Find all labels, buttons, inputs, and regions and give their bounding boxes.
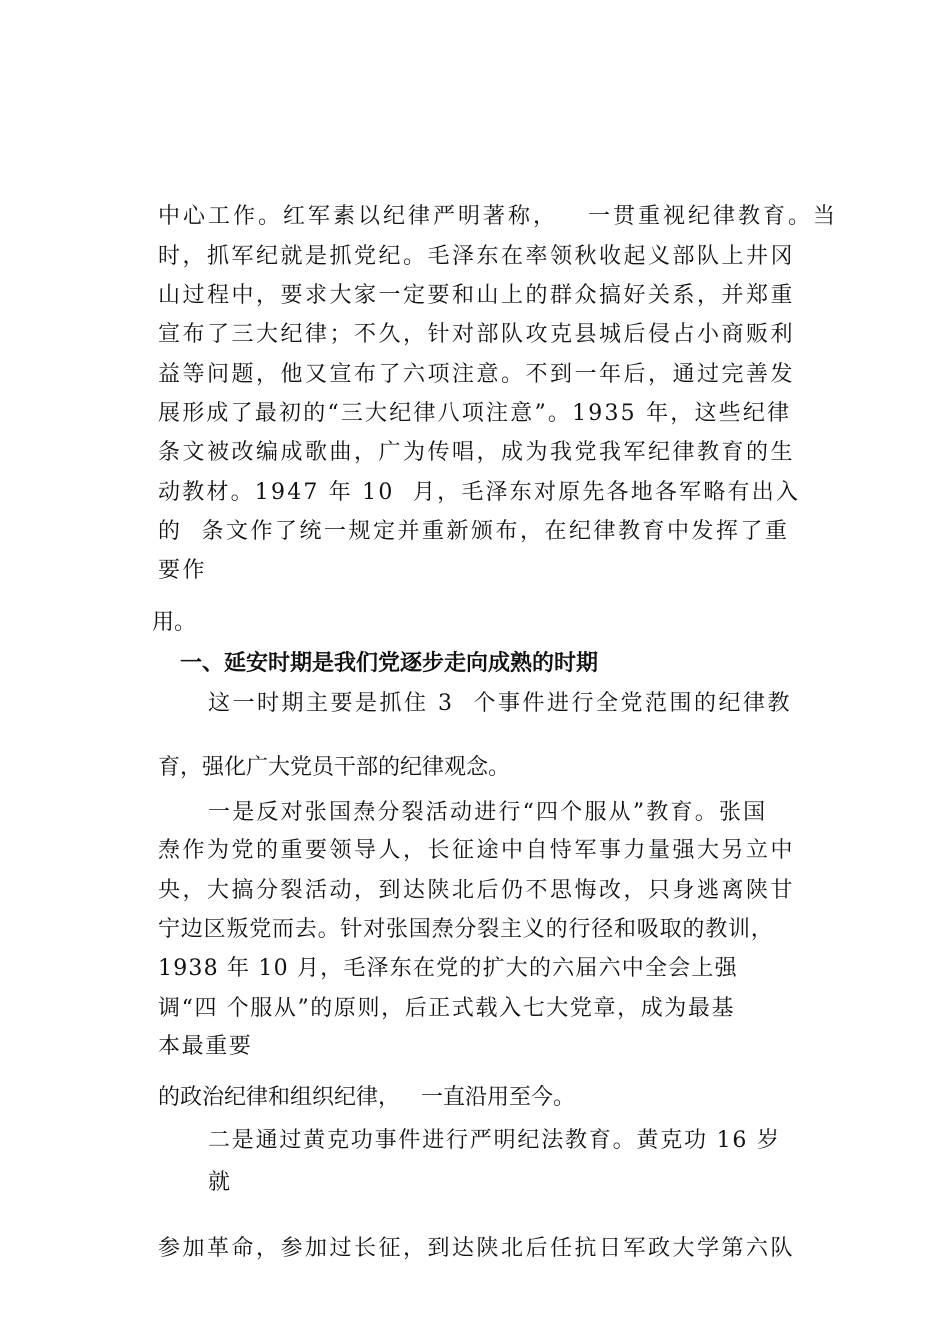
paragraph-1-line-5: 益等问题，他又宣布了六项注意。不到一年后，通过完善发 <box>158 362 796 387</box>
paragraph-1-line-6: 展形成了最初的“三大纪律八项注意”。1935 年，这些纪律 <box>158 401 792 426</box>
paragraph-1-line-11: 用。 <box>152 610 197 635</box>
paragraph-3-line-7: 本最重要 <box>158 1034 253 1059</box>
paragraph-3-line-8: 的政治纪律和组织纪律， 一直沿用至今。 <box>158 1085 575 1110</box>
paragraph-3-line-5: 1938 年 10 月，毛泽东在党的扩大的六届六中全会上强 <box>158 956 738 981</box>
paragraph-3-line-6: 调“四 个服从”的原则，后正式载入七大党章，成为最基 <box>158 996 736 1021</box>
paragraph-1-line-9: 的 条文作了统一规定并重新颁布，在纪律教育中发挥了重 <box>158 519 790 544</box>
paragraph-1-line-4: 宣布了三大纪律；不久，针对部队攻克县城后侵占小商贩利 <box>158 322 796 347</box>
paragraph-1-line-7: 条文被改编成歌曲，广为传唱，成为我党我军纪律教育的生 <box>158 440 796 465</box>
paragraph-3-line-3: 央，大搞分裂活动，到达陕北后仍不思悔改，只身逃离陕甘 <box>158 878 796 903</box>
paragraph-2-line-1: 这一时期主要是抓住 3 个事件进行全党范围的纪律教 <box>208 691 792 716</box>
paragraph-1-line-8: 动教材。1947 年 10 月，毛泽东对原先各地各军略有出入 <box>158 480 801 505</box>
paragraph-4-line-3: 参加革命，参加过长征，到达陕北后任抗日军政大学第六队 <box>158 1236 796 1261</box>
paragraph-3-line-2: 焘作为党的重要领导人，长征途中自恃军事力量强大另立中 <box>158 838 796 863</box>
paragraph-3-line-1: 一是反对张国焘分裂活动进行“四个服从”教育。张国 <box>208 800 768 825</box>
paragraph-1-line-2: 时，抓军纪就是抓党纪。毛泽东在率领秋收起义部队上井冈 <box>158 244 796 269</box>
paragraph-1-line-10: 要作 <box>158 558 208 583</box>
paragraph-2-line-2: 育，强化广大党员干部的纪律观念。 <box>158 755 511 780</box>
paragraph-1-line-3: 山过程中，要求大家一定要和山上的群众搞好关系，并郑重 <box>158 283 796 308</box>
paragraph-4-line-1: 二是通过黄克功事件进行严明纪法教育。黄克功 16 岁 <box>208 1128 781 1153</box>
paragraph-3-line-4: 宁边区叛党而去。针对张国焘分裂主义的行径和吸取的教训， <box>158 917 774 942</box>
paragraph-1-line-1: 中心工作。红军素以纪律严明著称， 一贯重视纪律教育。当 <box>158 204 838 229</box>
paragraph-4-line-2: 就 <box>208 1170 231 1195</box>
section-heading: 一、延安时期是我们党逐步走向成熟的时期 <box>180 651 599 676</box>
